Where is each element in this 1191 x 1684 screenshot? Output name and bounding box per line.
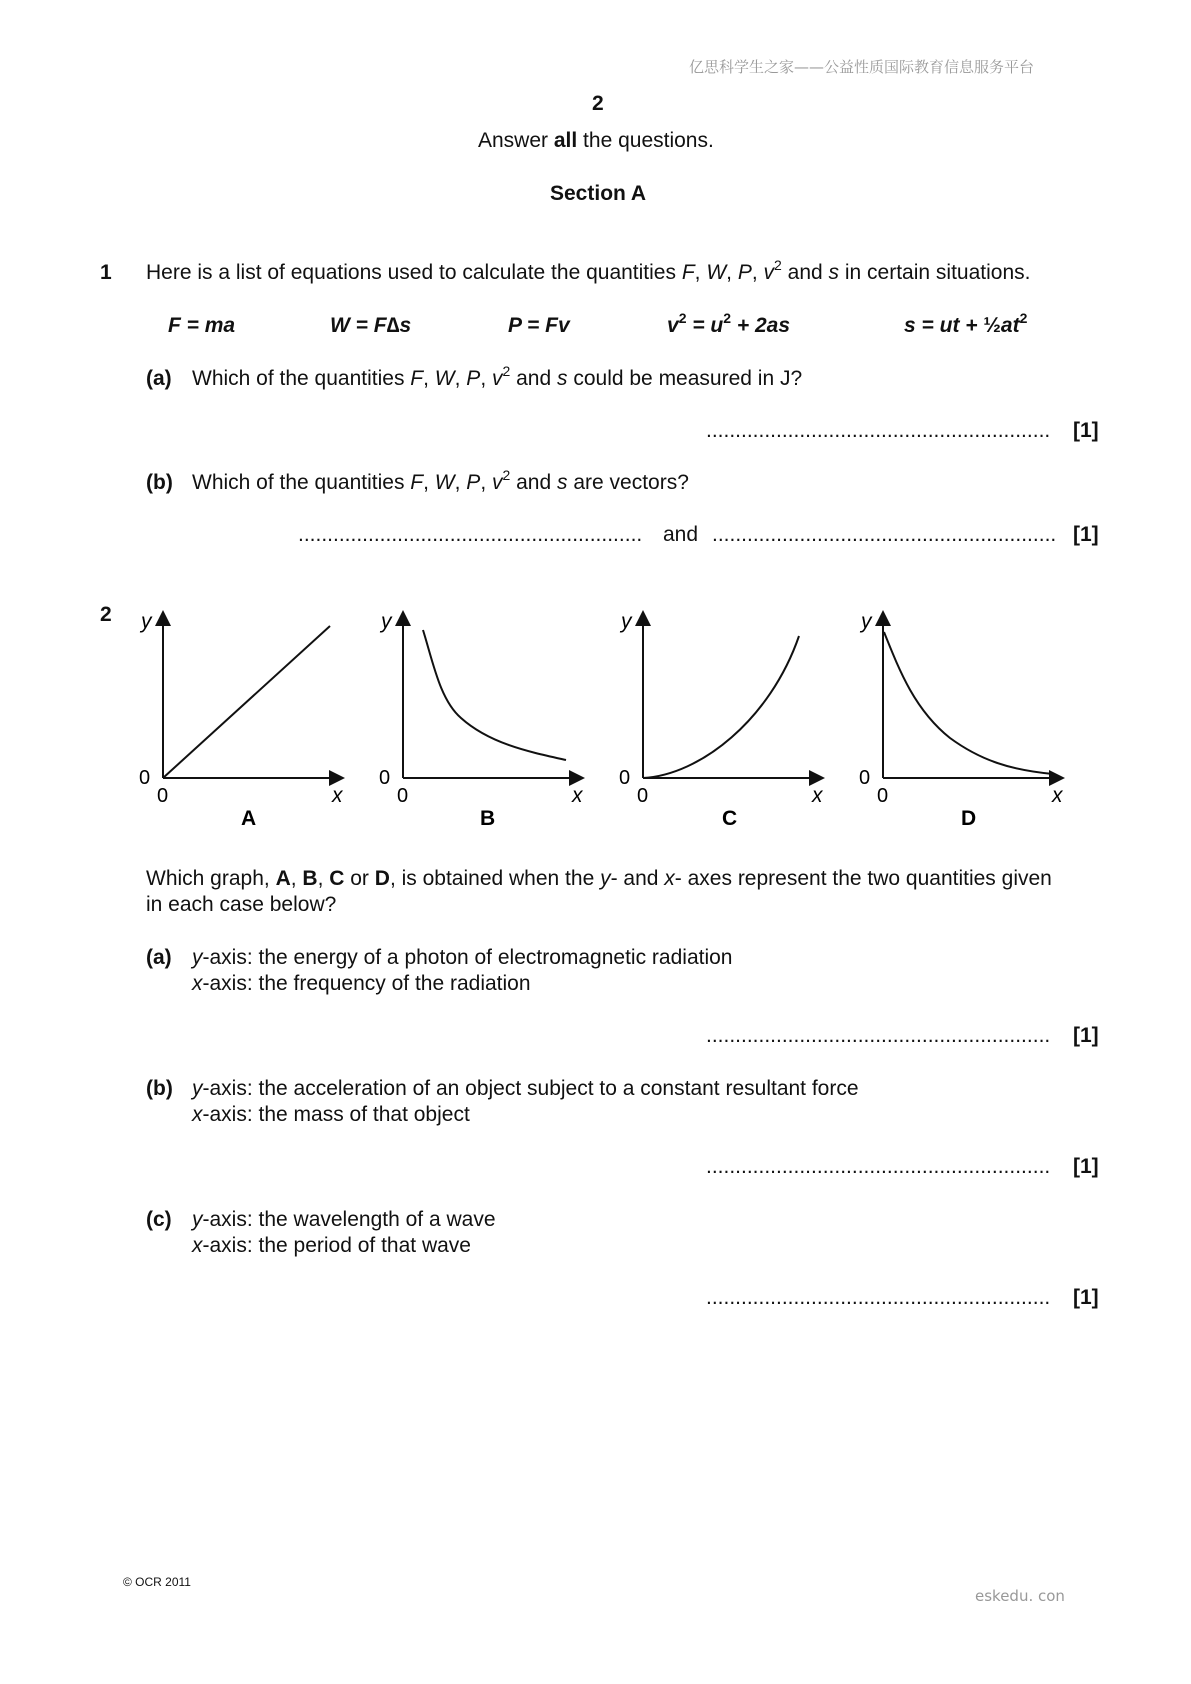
q2b-answer-line[interactable]: ........................................................... — [706, 1155, 1051, 1178]
q1b-v: v — [491, 471, 503, 494]
q1a-c3: , — [480, 367, 492, 390]
q2c-y-desc: -axis: the wavelength of a wave — [202, 1208, 496, 1231]
q1b-mark: [1] — [1073, 523, 1099, 546]
q1b-s: s — [557, 471, 568, 494]
graph-c-curve — [643, 636, 799, 778]
q2b-x-desc: -axis: the mass of that object — [202, 1103, 470, 1126]
q1a-s: s — [557, 367, 568, 390]
q2a-answer-line[interactable]: ........................................................... — [706, 1024, 1051, 1047]
q1-number: 1 — [100, 261, 112, 284]
equation-work-delta: ∆s — [386, 314, 412, 337]
q1b-W: W — [434, 471, 455, 494]
q1a-mark: [1] — [1073, 419, 1099, 442]
graph-c-zero-y: 0 — [619, 767, 631, 789]
graph-c-y-label: y — [621, 610, 632, 633]
q2-stem-or: or — [344, 867, 375, 890]
q2b-y-text — [192, 1077, 859, 1101]
q2a-label: (a) — [146, 946, 172, 969]
graph-b-zero-y: 0 — [379, 767, 391, 789]
q2c-label: (c) — [146, 1208, 172, 1231]
q1-stem — [146, 257, 1031, 285]
q2b-y-desc: -axis: the acceleration of an object subject to a constant resultant force — [202, 1077, 859, 1100]
graph-c-label: C — [722, 807, 738, 830]
q2-number: 2 — [100, 603, 112, 626]
graph-c-x-label: x — [812, 784, 823, 807]
q1b-label: (b) — [146, 471, 173, 494]
q1-stem-pre: Here is a list of equations used to calculate the quantities — [146, 261, 682, 284]
graph-a-y-label: y — [141, 610, 152, 633]
q2a-y-var: y — [192, 946, 203, 969]
q1a-post: could be measured in J? — [567, 367, 803, 390]
q2-stem-p2: , is obtained when the — [389, 867, 601, 890]
graph-b-y-label: y — [381, 610, 392, 633]
q1b-text — [192, 467, 689, 495]
q2a-x-desc: -axis: the frequency of the radiation — [202, 972, 531, 995]
q2a-mark: [1] — [1073, 1024, 1099, 1047]
q2c-x-text — [192, 1234, 471, 1258]
q2c-answer-line[interactable]: ........................................................... — [706, 1286, 1051, 1309]
eq5-at: at — [1000, 314, 1020, 337]
q1a-text — [192, 363, 803, 391]
q2-stem-D: D — [374, 867, 390, 890]
q1a-label: (a) — [146, 367, 172, 390]
q2-stem-C: C — [329, 867, 345, 890]
eq5-half: ½ — [983, 314, 1001, 337]
equation-power: P = Fv — [508, 314, 570, 337]
q1a-F: F — [410, 367, 424, 390]
q1a-answer-line[interactable]: ........................................................... — [706, 419, 1051, 442]
q2b-y-var: y — [192, 1077, 203, 1100]
graph-c-zero-x: 0 — [637, 785, 649, 807]
q1-var-F: F — [681, 261, 695, 284]
graph-b-curve — [423, 630, 566, 760]
graph-a-zero-x: 0 — [157, 785, 169, 807]
graph-d-curve — [884, 632, 1053, 774]
q2-stem-c1: , — [290, 867, 303, 890]
instruction — [478, 129, 714, 153]
q2c-x-var: x — [192, 1234, 203, 1257]
graph-c — [619, 610, 824, 830]
q1b-post: are vectors? — [567, 471, 689, 494]
q2c-y-text — [192, 1208, 496, 1232]
q2a-y-desc: -axis: the energy of a photon of electromagnetic radiation — [202, 946, 733, 969]
q1b-and: and — [510, 471, 557, 494]
graph-d — [859, 610, 1064, 830]
q1a-W: W — [434, 367, 455, 390]
copyright: © OCR 2011 — [123, 1575, 191, 1589]
eq4-sup-2: 2 — [723, 310, 732, 326]
q1-var-P: P — [737, 261, 752, 284]
q1-and: and — [781, 261, 829, 284]
graph-b-zero-x: 0 — [397, 785, 409, 807]
q1b-F: F — [410, 471, 424, 494]
q1-sup-2: 2 — [774, 257, 782, 273]
eq5-sup: 2 — [1019, 310, 1028, 326]
q2-stem-p4: - axes represent the two quantities given — [674, 867, 1052, 890]
q2-stem-p1: Which graph, — [146, 867, 276, 890]
q1a-pre: Which of the quantities — [192, 367, 411, 390]
q2-stem-B: B — [302, 867, 318, 890]
q1b-answer-line-2[interactable]: ........................................................... — [712, 523, 1057, 546]
q1b-P: P — [466, 471, 481, 494]
graph-a-x-label: x — [332, 784, 343, 807]
q1a-P: P — [466, 367, 481, 390]
q1b-c1: , — [423, 471, 435, 494]
q2-stem-A: A — [275, 867, 291, 890]
q1b-c2: , — [454, 471, 467, 494]
eq5-pre: s = ut + — [904, 314, 984, 337]
equation-kinematic-v — [667, 310, 791, 338]
site-watermark: eskedu. con — [975, 1587, 1065, 1605]
q1b-pre: Which of the quantities — [192, 471, 411, 494]
equation-kinematic-s — [904, 310, 1028, 338]
q2-stem-c2: , — [317, 867, 330, 890]
graph-d-zero-y: 0 — [859, 767, 871, 789]
watermark-text: 亿思科学生之家——公益性质国际教育信息服务平台 — [689, 58, 1035, 76]
q1a-c2: , — [454, 367, 467, 390]
graph-b-x-label: x — [572, 784, 583, 807]
graph-d-zero-x: 0 — [877, 785, 889, 807]
graph-b-label: B — [480, 807, 496, 830]
q2a-x-var: x — [192, 972, 203, 995]
q2-stem-x: x — [664, 867, 675, 890]
graph-d-x-label: x — [1052, 784, 1063, 807]
q2c-x-desc: -axis: the period of that wave — [202, 1234, 471, 1257]
graph-a-label: A — [241, 807, 257, 830]
q1b-answer-line-1[interactable]: ........................................................... — [298, 523, 643, 546]
q1-var-W: W — [706, 261, 727, 284]
q1b-c3: , — [480, 471, 492, 494]
graph-d-y-label: y — [861, 610, 872, 633]
graph-a-curve — [163, 626, 330, 778]
q1-stem-post: in certain situations. — [839, 261, 1031, 284]
q2c-y-var: y — [192, 1208, 203, 1231]
q2b-x-text — [192, 1103, 470, 1127]
graph-b — [379, 610, 584, 830]
equation-work-lhs: W = F — [330, 314, 387, 337]
graph-d-label: D — [961, 807, 977, 830]
equation-work — [330, 314, 411, 338]
q1b-sup: 2 — [502, 467, 511, 483]
q2b-label: (b) — [146, 1077, 173, 1100]
q1a-and: and — [510, 367, 557, 390]
eq4-sup-1: 2 — [678, 310, 687, 326]
q2-stem-line-2: in each case below? — [146, 893, 337, 916]
q1-comma-1: , — [694, 261, 707, 284]
graph-a-zero-y: 0 — [139, 767, 151, 789]
instruction-post: the questions. — [577, 129, 714, 152]
q2b-x-var: x — [192, 1103, 203, 1126]
eq4-rest: + 2as — [731, 314, 791, 337]
page-number: 2 — [592, 92, 604, 115]
q1a-sup: 2 — [502, 363, 511, 379]
section-title: Section A — [550, 182, 647, 205]
q2-graphs — [0, 600, 1191, 840]
q1-var-s: s — [828, 261, 840, 284]
q2a-y-text — [192, 946, 732, 970]
graph-a — [139, 610, 344, 830]
q1b-and-word: and — [663, 523, 699, 546]
q1a-c1: , — [423, 367, 435, 390]
q2b-mark: [1] — [1073, 1155, 1099, 1178]
equation-newton: F = ma — [168, 314, 236, 337]
q2a-x-text — [192, 972, 531, 996]
q1-var-v: v — [763, 261, 775, 284]
q2-stem-y: y — [600, 867, 611, 890]
instruction-bold: all — [553, 129, 578, 152]
q1-comma-2: , — [726, 261, 738, 284]
instruction-pre: Answer — [478, 129, 554, 152]
q1-comma-3: , — [751, 261, 764, 284]
q1a-v: v — [491, 367, 503, 390]
q2-stem-line-1 — [146, 867, 1052, 891]
q2-stem-p3: - and — [610, 867, 665, 890]
q2c-mark: [1] — [1073, 1286, 1099, 1309]
eq4-u: = u — [686, 314, 724, 337]
eq4-v: v — [667, 314, 679, 337]
